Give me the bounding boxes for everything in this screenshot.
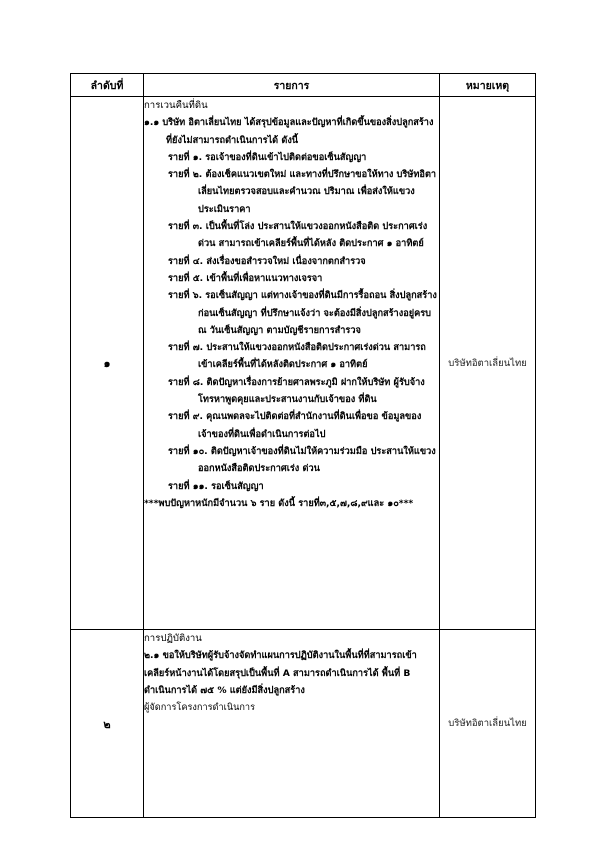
row-number: ๒ xyxy=(71,630,144,818)
table-row xyxy=(71,97,536,630)
list-item: รายที่ ๑๐. ติดปัญหาเจ้าของที่ดินไม่ให้ความร่วมมือ ประสานให้แขวงออกหนังสือติดประกาศเร่ง ด่วน xyxy=(168,445,436,475)
row-number: ๑ xyxy=(71,97,144,630)
list-item: รายที่ ๕. เข้าพื้นที่เพื่อหาแนวทางเจรจา xyxy=(168,272,323,284)
list-item: รายที่ ๔. ส่งเรื่องขอสำรวจใหม่ เนื่องจากตกสำรวจ xyxy=(168,255,366,267)
list-item: รายที่ ๓. เป็นพื้นที่โล่ง ประสานให้แขวงออกหนังสือติด ประกาศเร่งด่วน สามารถเข้าเคลียร์พื้นที่ได้หลัง ติดประกาศ ๑ อาทิตย์ xyxy=(168,221,428,250)
section-intro: ๑.๑ บริษัท อิตาเลี่ยนไทย ได้สรุปข้อมูลและปัญหาที่เกิดขึ้นของสิ่งปลูกสร้างที่ยังไม่สามารถดำเนินการได้ ดังนี้ xyxy=(144,117,434,146)
row-remark: บริษัทอิตาเลี่ยนไทย xyxy=(440,630,536,818)
summary-note: ***พบปัญหาหนักมีจำนวน ๖ ราย ดังนี้ รายที่๓,๕,๗,๘,๙และ ๑๐*** xyxy=(144,497,414,509)
list-item: รายที่ ๙. คุณนพดลจะไปติดต่อที่สำนักงานที่ดินเพื่อขอ ข้อมูลของเจ้าของที่ดินเพื่อดำเนินการต่อไป xyxy=(168,411,422,440)
table-row xyxy=(71,630,536,818)
header-items: รายการ xyxy=(144,74,440,97)
list-item: รายที่ ๑๑. รอเซ็นสัญญา xyxy=(168,480,264,492)
header-row xyxy=(71,74,536,97)
header-no: ลำดับที่ xyxy=(71,74,144,97)
row-content xyxy=(144,97,440,630)
row-content xyxy=(144,630,440,818)
list-item: รายที่ ๖. รอเซ็นสัญญา แต่ทางเจ้าของที่ดินมีการรื้อถอน สิ่งปลูกสร้างก่อนเซ็นสัญญา ที่ปรึกษาแจ้งว่า จะต้องมีสิ่งปลูกสร้างอยู่ครบ ณ วันเซ็นสัญญา ตามบัญชีรายการสำรวจ xyxy=(168,290,437,336)
list-item: รายที่ ๑. รอเจ้าของที่ดินเข้าไปติดต่อขอเซ็นสัญญา xyxy=(168,151,367,163)
meeting-table xyxy=(70,73,536,818)
section-text: ๒.๑ ขอให้บริษัทผู้รับจ้างจัดทำแผนการปฏิบัติงานในพื้นที่ที่สามารถเข้าเคลียร์หน้างานได้โดยสรุปเป็นพื้นที่ A สามารถดำเนินการได้ พื้นที่ B ดำเนินการได้ ๗๕ % แต่ยังมีสิ่งปลูกสร้าง xyxy=(144,650,417,696)
list-item: รายที่ ๗. ประสานให้แขวงออกหนังสือติดประกาศเร่งด่วน สามารถเข้าเคลียร์พื้นที่ได้หลังติดประกาศ ๑ อาทิตย์ xyxy=(168,342,426,371)
list-item: รายที่ ๒. ต้องเช็คแนวเขตใหม่ และทางที่ปรึกษาขอให้ทาง บริษัทอิตาเลี่ยนไทยตรวจสอบและคำนวณ ปริมาณ เพื่อส่งให้แขวงประเมินราคา xyxy=(168,169,437,215)
row-remark: บริษัทอิตาเลี่ยนไทย xyxy=(440,97,536,630)
section-heading: การปฏิบัติงาน xyxy=(144,633,202,644)
section-heading: การเวนคืนที่ดิน xyxy=(144,100,208,111)
responsible-note: ผู้จัดการโครงการดำเนินการ xyxy=(144,702,256,714)
list-item: รายที่ ๘. ติดปัญหาเรื่องการย้ายศาลพระภูมิ ฝากให้บริษัท ผู้รับจ้างโทรหาพูดคุยและประสานงานกับเจ้าของ ที่ดิน xyxy=(168,376,425,406)
header-remark: หมายเหตุ xyxy=(440,74,536,97)
